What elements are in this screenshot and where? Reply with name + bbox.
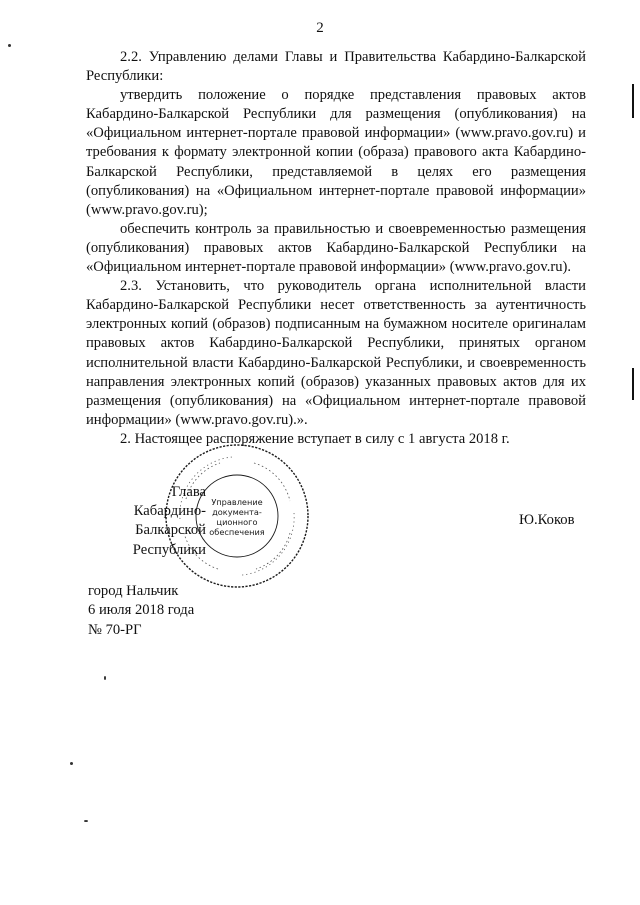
scan-speck [104,676,106,680]
paragraph-2-3: 2.3. Установить, что руководитель органа исполнительной власти Кабардино-Балкарской Республики несет ответственность за аутентичность электронных копий (образов) подписанным на бумажном носителе оригиналам правовых актов Кабардино-Балкарской Республики, принятых органом исполнительной власти Кабардино-Балкарской Республики, и своевременность направления электронных копий (образов) указанных правовых актов для их размещения (опубликования) на «Официальном интернет-портале правовой информации» (www.pravo.gov.ru).». [86,278,586,428]
paragraph-ensure: обеспечить контроль за правильностью и своевременностью размещения (опубликования) правовых актов Кабардино-Балкарской Республики на «Официальном интернет-портале правовой информации» (www.pravo.gov.ru). [86,220,586,276]
meta-date: 6 июля 2018 года [88,602,195,619]
stamp-line-1: Управление [211,497,263,507]
margin-line-lower [632,368,634,400]
signatory-position [88,483,206,560]
meta-city: город Нальчик [88,583,179,599]
meta-number: № 70-РГ [88,621,142,638]
position-line-3: Республики [132,541,206,558]
position-line-2: Кабардино-Балкарской [133,503,206,539]
page-number: 2 [316,20,324,36]
document-meta [88,582,194,640]
position-line-1: Глава [171,484,206,500]
scan-speck [84,820,88,822]
stamp-line-3: ционного [216,517,258,527]
scan-speck [8,44,11,47]
document-body [86,48,586,449]
stamp-line-2: документа- [212,507,262,517]
margin-line-upper [632,84,634,118]
signatory-name: Ю.Коков [519,512,575,528]
scan-speck [70,762,73,765]
stamp-line-4: обеспечения [209,527,265,537]
paragraph-2-2: 2.2. Управлению делами Главы и Правительства Кабардино-Балкарской Республики: [86,49,586,85]
paragraph-approve: утвердить положение о порядке представления правовых актов Кабардино-Балкарской Республики для размещения (опубликования) на «Официальном интернет-портале правовой информации» (www.pravo.gov.ru) и требования к формату электронной копии (образа) правового акта Кабардино-Балкарской Республики, представляемой в целях его размещения (опубликования) на «Официальном интернет-портале правовой информации» (www.pravo.gov.ru); [86,87,586,218]
paragraph-effective-date: 2. Настоящее распоряжение вступает в силу с 1 августа 2018 г. [120,430,510,447]
